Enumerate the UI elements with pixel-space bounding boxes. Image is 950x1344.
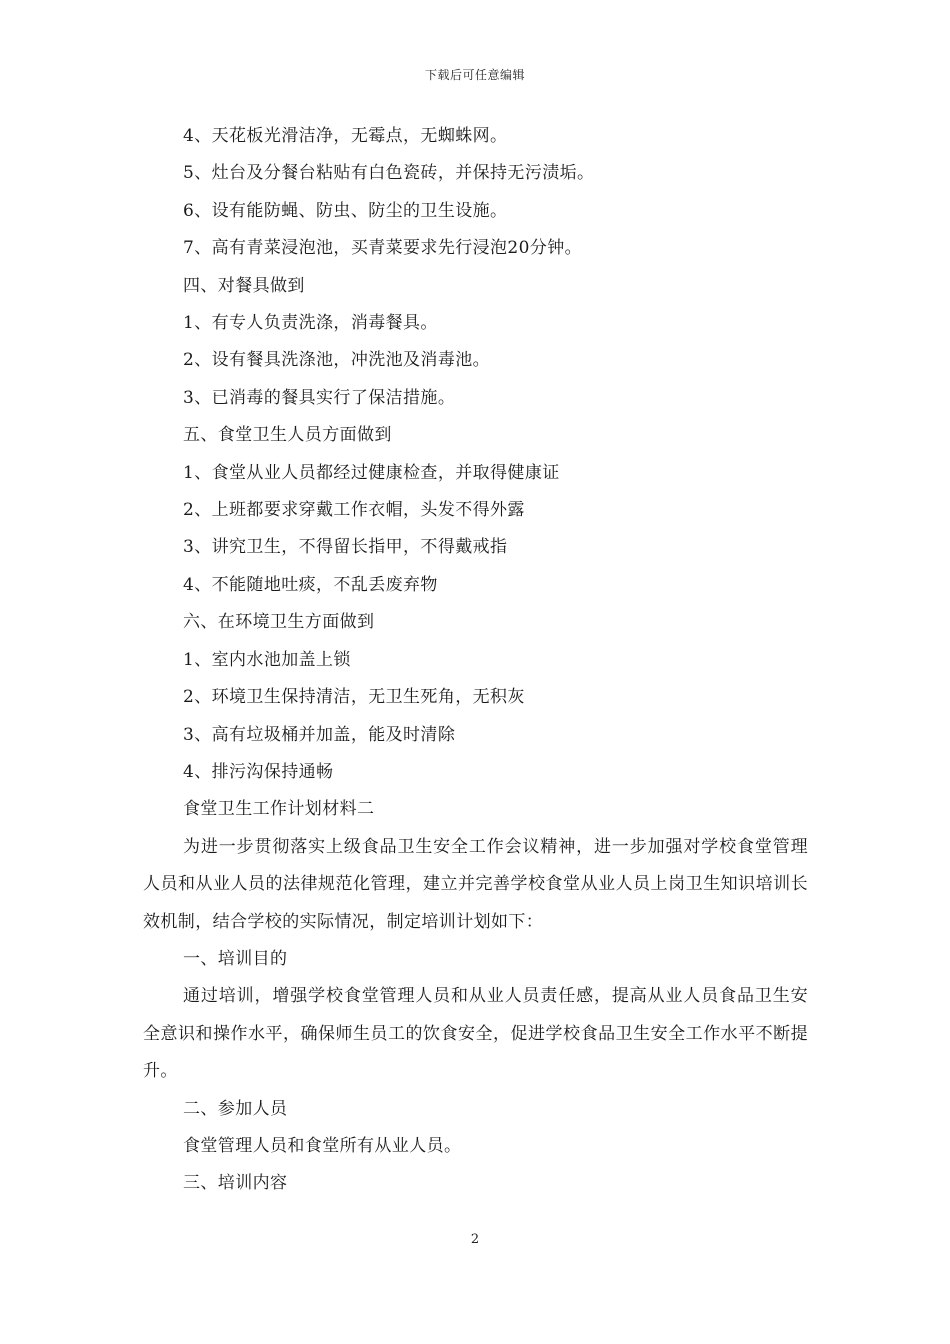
page-header-note: 下载后可任意编辑 (424, 68, 525, 82)
paragraph: 2、上班都要求穿戴工作衣帽，头发不得外露 (183, 500, 525, 521)
paragraph: 通过培训，增强学校食堂管理人员和从业人员责任感，提高从业人员食品卫生安全意识和操作水平，确保师生员工的饮食安全，促进学校食品卫生安全工作水平不断提升。 (143, 986, 808, 1082)
paragraph: 1、室内水池加盖上锁 (183, 649, 351, 670)
section-heading: 二、参加人员 (183, 1098, 288, 1119)
paragraph: 2、设有餐具洗涤池，冲洗池及消毒池。 (183, 350, 491, 371)
paragraph: 3、讲究卫生，不得留长指甲，不得戴戒指 (183, 537, 508, 558)
paragraph: 3、高有垃圾桶并加盖，能及时清除 (183, 724, 456, 745)
document-subtitle: 食堂卫生工作计划材料二 (183, 799, 375, 820)
document-body (143, 118, 808, 1203)
paragraph: 4、排污沟保持通畅 (183, 761, 334, 782)
paragraph: 1、食堂从业人员都经过健康检查，并取得健康证 (183, 462, 560, 483)
paragraph: 7、高有青菜浸泡池，买青菜要求先行浸泡20分钟。 (183, 238, 583, 259)
paragraph: 4、天花板光滑洁净，无霉点，无蜘蛛网。 (183, 126, 508, 146)
paragraph: 5、灶台及分餐台粘贴有白色瓷砖，并保持无污渍垢。 (183, 163, 595, 184)
page-number: 2 (470, 1232, 480, 1247)
paragraph: 为进一步贯彻落实上级食品卫生安全工作会议精神，进一步加强对学校食堂管理人员和从业人员的法律规范化管理，建立并完善学校食堂从业人员上岗卫生知识培训长效机制，结合学校的实际情况，制定培训计划如下： (143, 836, 808, 932)
section-heading: 六、在环境卫生方面做到 (183, 612, 375, 633)
paragraph: 2、环境卫生保持清洁，无卫生死角，无积灰 (183, 687, 525, 708)
paragraph: 4、不能随地吐痰，不乱丢废弃物 (183, 574, 438, 595)
paragraph: 食堂管理人员和食堂所有从业人员。 (183, 1135, 462, 1156)
section-heading: 三、培训内容 (183, 1173, 288, 1194)
section-heading: 一、培训目的 (183, 948, 288, 969)
paragraph: 6、设有能防蝇、防虫、防尘的卫生设施。 (183, 200, 508, 221)
section-heading: 五、食堂卫生人员方面做到 (183, 425, 392, 446)
paragraph: 1、有专人负责洗涤，消毒餐具。 (183, 313, 438, 334)
section-heading: 四、对餐具做到 (183, 275, 305, 296)
paragraph: 3、已消毒的餐具实行了保洁措施。 (183, 387, 456, 408)
